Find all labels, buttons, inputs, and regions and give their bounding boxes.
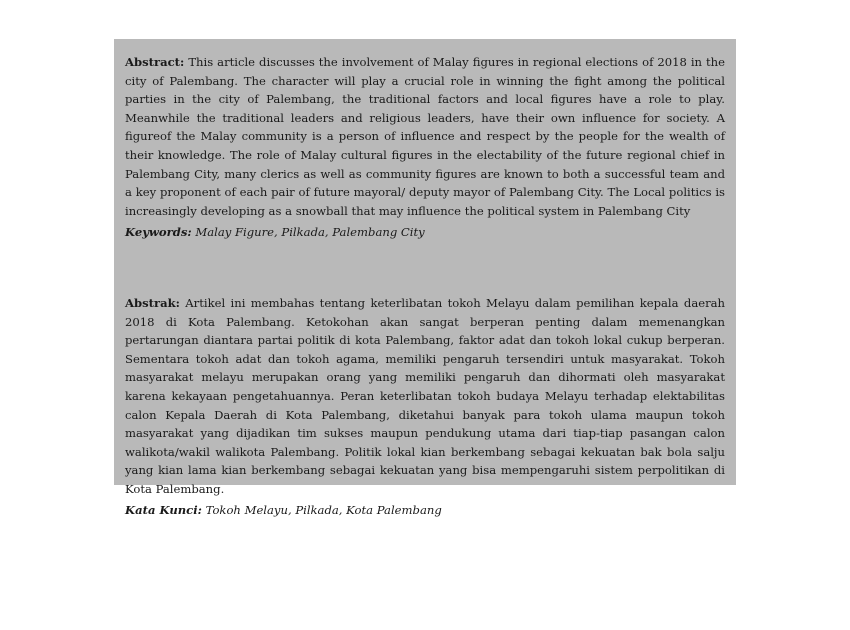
indonesian-keywords-label: Kata Kunci: xyxy=(125,503,202,518)
english-keywords xyxy=(125,223,725,242)
english-abstract-text: This article discusses the involvement of Malay figures in regional elections of 2018 in the city of Palembang. The character will play a crucial role in winning the fight among the political parties in the city of Palembang, the traditional factors and local figures have a role to play. Meanwhile the traditional leaders and religious leaders, have their own influence for society. A figureof the Malay community is a person of influence and respect by the people for the wealth of their knowledge. The role of Malay cultural figures in the electability of the future regional chief in Palembang City, many clerics as well as community figures are known to both a successful team and a key proponent of each pair of future mayoral/ deputy mayor of Palembang City. The Local politics is increasingly developing as a snowball that may influence the political system in Palembang City xyxy=(125,55,726,218)
english-keywords-text: Malay Figure, Pilkada, Palembang City xyxy=(195,225,425,240)
indonesian-abstract-text: Artikel ini membahas tentang keterlibatan tokoh Melayu dalam pemilihan kepala daerah 2018 di Kota Palembang. Ketokohan akan sangat berperan penting dalam memenangkan pertarungan diantara partai politik di kota Palembang, faktor adat dan tokoh lokal cukup berperan. Sementara tokoh adat dan tokoh agama, memiliki pengaruh tersendiri untuk masyarakat. Tokoh masyarakat melayu merupakan orang yang memiliki pengaruh dan dihormati oleh masyarakat karena kekayaan pengetahuannya. Peran keterlibatan tokoh budaya Melayu terhadap elektabilitas calon Kepala Daerah di Kota Palembang, diketahui banyak para tokoh ulama maupun tokoh masyarakat yang dijadikan tim sukses maupun pendukung utama dari tiap-tiap pasangan calon walikota/wakil walikota Palembang. Politik lokal kian berkembang sebagai kekuatan bak bola salju yang kian lama kian berkembang sebagai kekuatan yang bisa mempengaruhi sistem perpolitikan di Kota Palembang. xyxy=(125,295,726,496)
english-abstract xyxy=(125,53,725,220)
indonesian-abstract xyxy=(125,294,725,499)
indonesian-keywords xyxy=(125,501,725,520)
abstract-box xyxy=(114,39,736,518)
section-spacer xyxy=(125,242,725,294)
indonesian-abstract-label: Abstrak: xyxy=(125,295,180,310)
indonesian-keywords-text: Tokoh Melayu, Pilkada, Kota Palembang xyxy=(205,503,442,518)
english-keywords-label: Keywords: xyxy=(125,225,192,240)
english-abstract-label: Abstract: xyxy=(125,55,185,69)
